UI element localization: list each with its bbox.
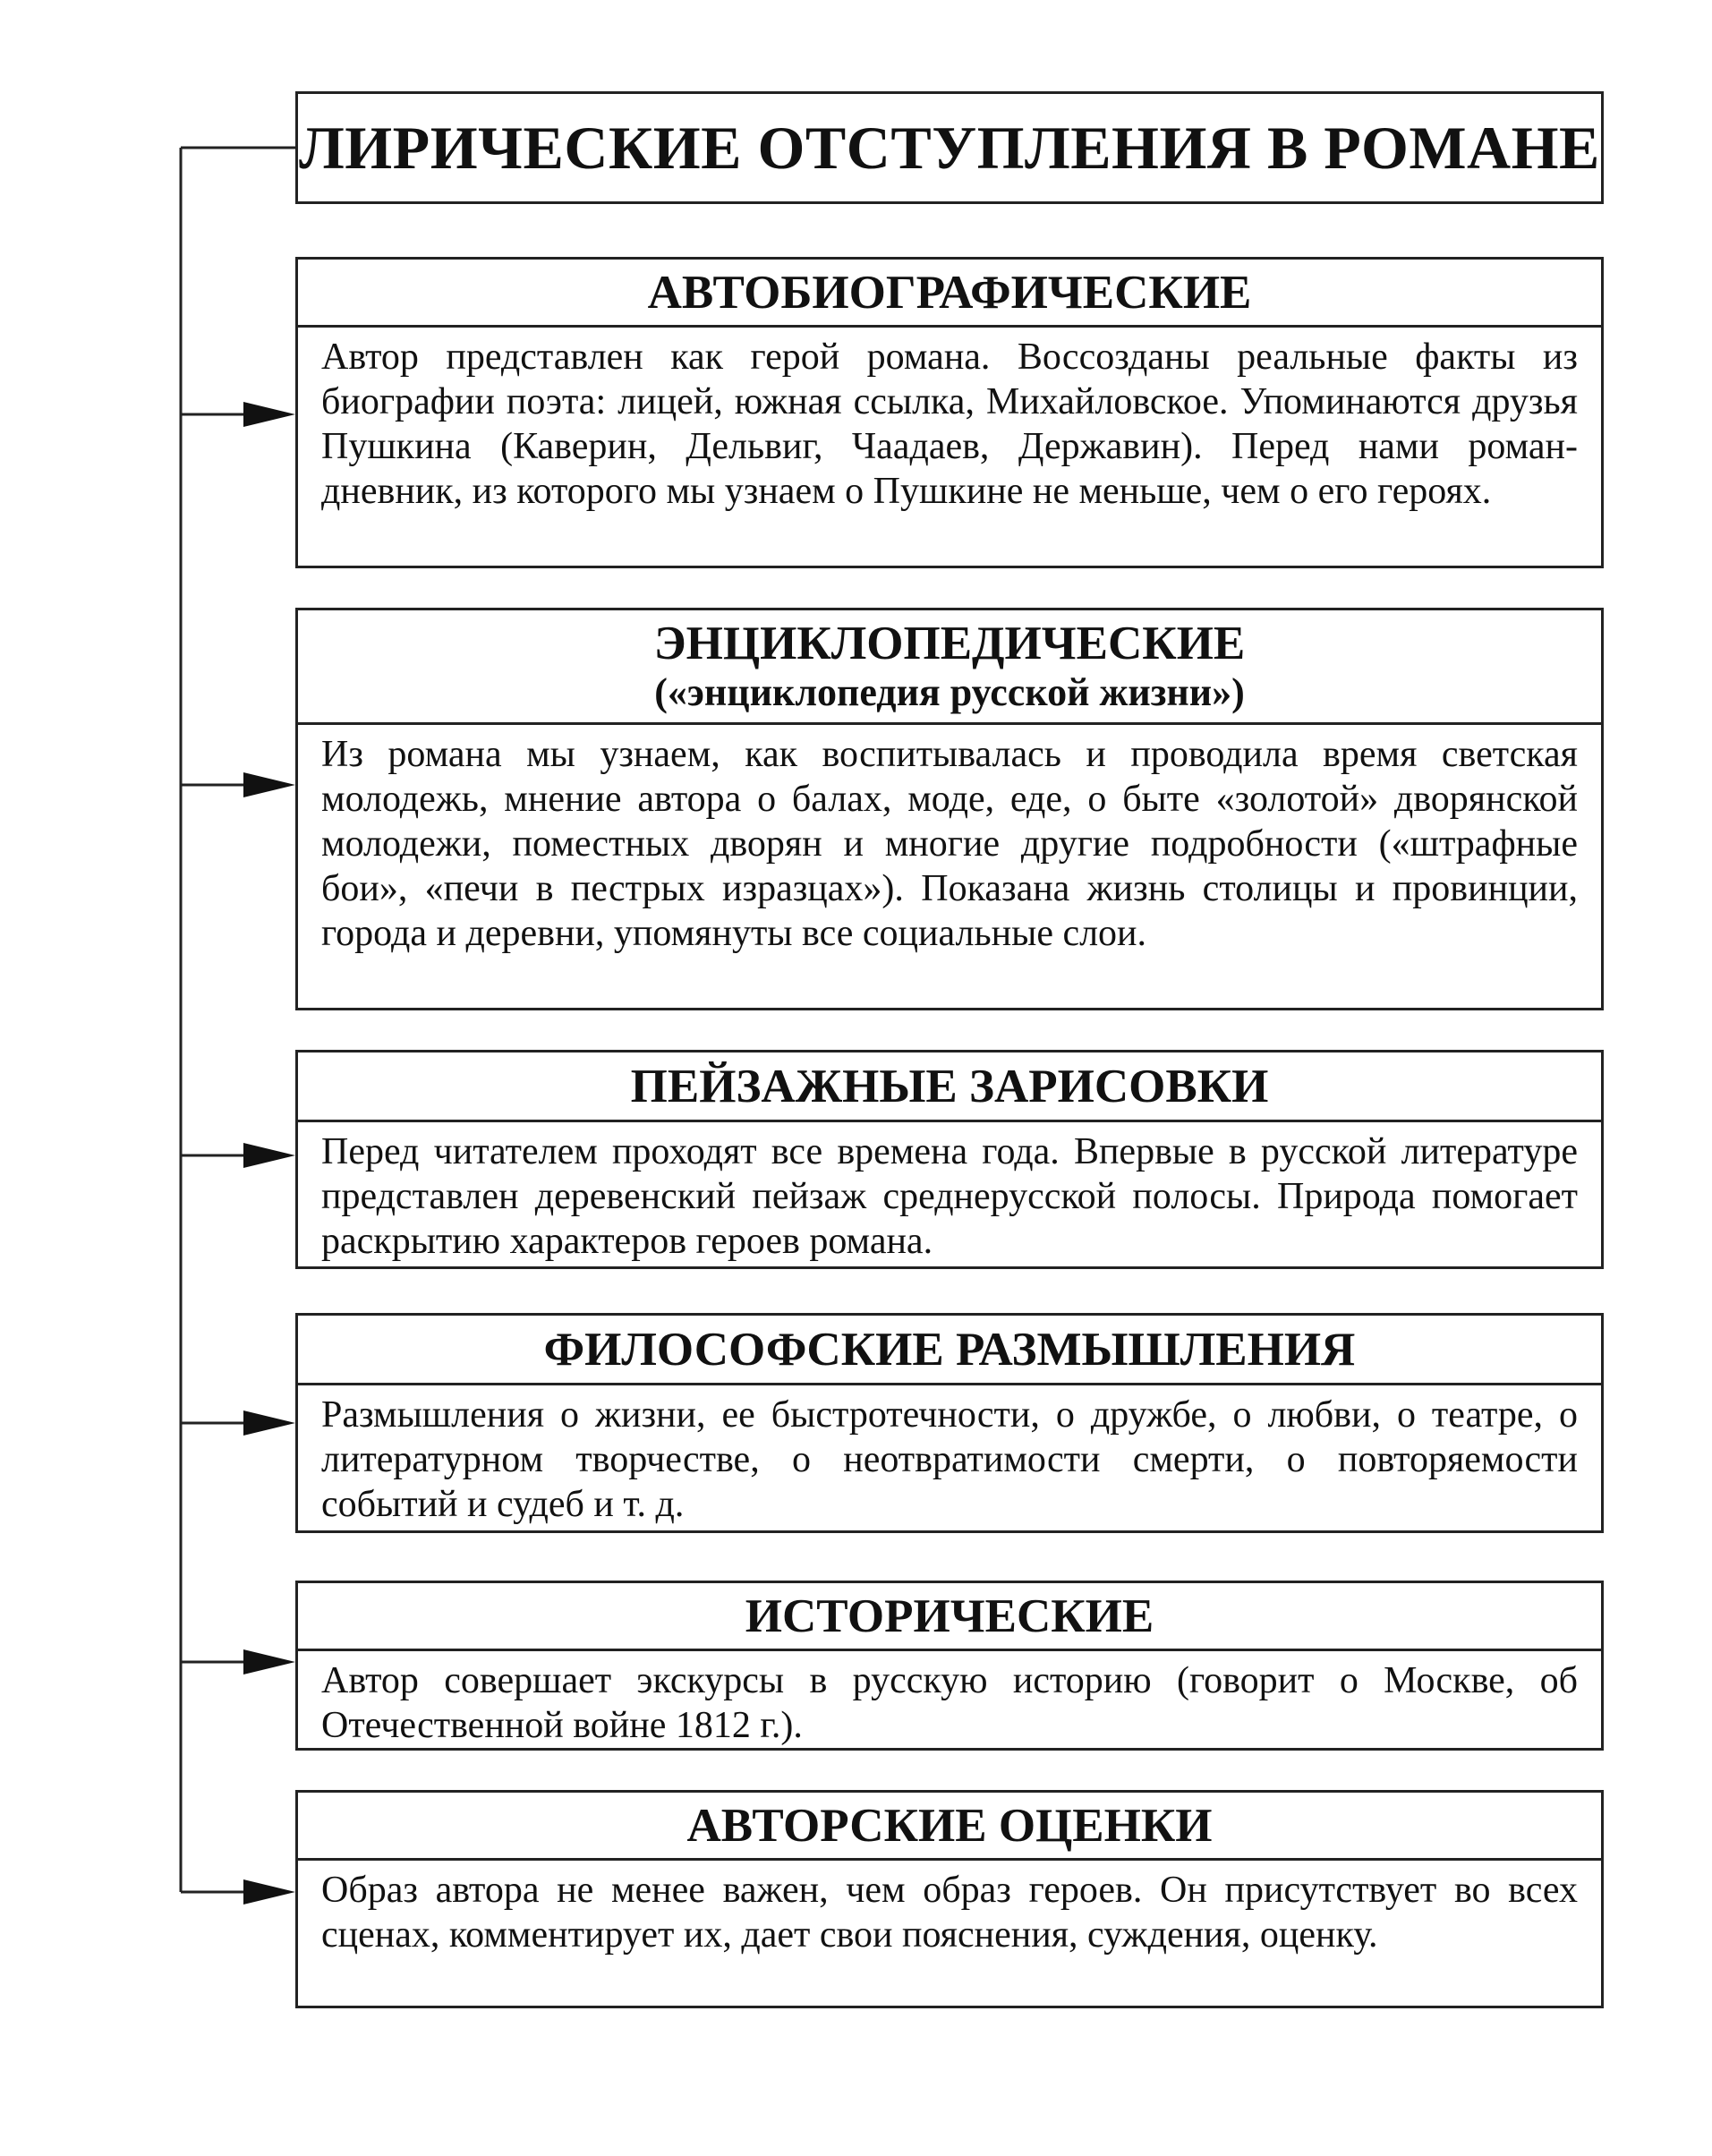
section-text: Перед читателем проходят все времена года. Впервые в русской литературе представлен деревенский пейзаж среднерусской полосы. Природа помогает раскрытию характеров героев романа. [321,1131,1578,1262]
section-subheading: («энциклопедия русской жизни») [654,669,1245,714]
section-historical [295,1581,1604,1751]
section-text: Размышления о жизни, ее быстротечности, о дружбе, о любви, о театре, о литературном творчестве, о неотвратимости смерти, о повторяемости событий и судеб и т. д. [321,1394,1578,1525]
section-landscape [295,1050,1604,1269]
arrow-icon [243,1649,295,1675]
section-heading: ПЕЙЗАЖНЫЕ ЗАРИСОВКИ [630,1060,1269,1112]
section-author-assessments [295,1790,1604,2008]
section-heading-box [298,610,1601,725]
section-text: Из романа мы узнаем, как воспитывалась и проводила время светская молодежь, мнение автора о балах, моде, еде, о быте «золотой» дворянской молодежи, поместных дворян и многие другие подробности («штрафные бои», «печи в пестрых изразцах»). Показана жизнь столицы и провинции, города и деревни, упомянуты все социальные слои. [321,734,1578,954]
arrow-icon [243,1410,295,1436]
section-autobiographical [295,257,1604,568]
section-heading-box [298,260,1601,328]
section-text: Автор совершает экскурсы в русскую историю (говорит о Москве, об Отечественной войне 1812 г.). [321,1660,1578,1746]
section-heading-box [298,1316,1601,1385]
arrow-icon [243,772,295,797]
section-heading-box [298,1793,1601,1861]
section-heading: АВТОБИОГРАФИЧЕСКИЕ [647,266,1252,319]
diagram-title-box [295,91,1604,204]
section-heading: ЭНЦИКЛОПЕДИЧЕСКИЕ [653,617,1246,669]
arrow-icon [243,402,295,427]
section-heading-box [298,1052,1601,1122]
section-heading: АВТОРСКИЕ ОЦЕНКИ [686,1799,1213,1852]
section-text: Автор представлен как герой романа. Воссозданы реальные факты из биографии поэта: лицей, южная ссылка, Михайловское. Упоминаются друзья Пушкина (Каверин, Дельвиг, Чаадаев, Державин). Перед нами роман-дневник, из которого мы узнаем о Пушкине не меньше, чем о его героях. [321,337,1578,512]
diagram-title: ЛИРИЧЕСКИЕ ОТСТУПЛЕНИЯ В РОМАНЕ [299,113,1600,182]
arrow-icon [243,1143,295,1168]
section-heading-box [298,1583,1601,1651]
section-encyclopedic [295,608,1604,1010]
section-philosophical [295,1313,1604,1533]
section-heading: ИСТОРИЧЕСКИЕ [745,1589,1154,1642]
section-heading: ФИЛОСОФСКИЕ РАЗМЫШЛЕНИЯ [543,1323,1356,1376]
arrow-icon [243,1879,295,1905]
section-text: Образ автора не менее важен, чем образ героев. Он присутствует во всех сценах, комментирует их, дает свои пояснения, суждения, оценку. [321,1870,1578,1956]
